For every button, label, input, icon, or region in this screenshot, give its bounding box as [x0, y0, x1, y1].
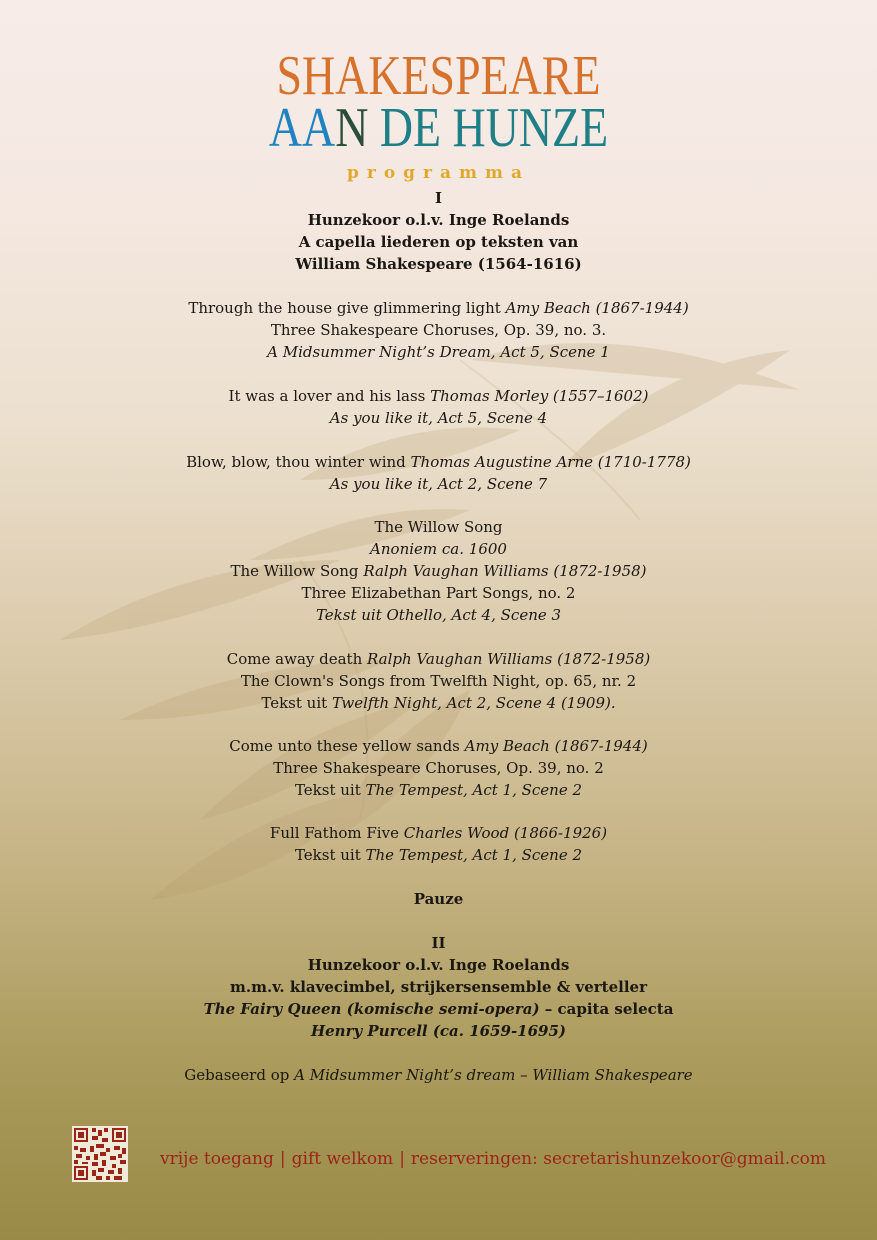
footer-gift: gift welkom — [291, 1149, 394, 1169]
piece-title: Through the house give glimmering light — [188, 299, 506, 317]
piece-source: Twelfth Night, Act 2, Scene 4 (1909). — [331, 694, 616, 712]
title-n: N — [335, 97, 369, 159]
part2-based-prefix: Gebaseerd op — [184, 1066, 295, 1084]
title-de-hunze: DE HUNZE — [368, 97, 609, 159]
footer-separator: | — [399, 1149, 405, 1169]
qr-code[interactable] — [72, 1126, 128, 1182]
part2-work-line — [0, 999, 877, 1019]
part2-work-title: The Fairy Queen (komische semi-opera) — [203, 1000, 540, 1018]
piece-source-prefix: Tekst uit — [294, 846, 366, 864]
part2-based-line — [0, 1065, 877, 1085]
title-aa: AA — [268, 97, 336, 159]
piece-title: Full Fathom Five — [269, 824, 404, 842]
piece-info: Three Shakespeare Choruses, Op. 39, no. 2 — [273, 759, 604, 777]
piece-source-line — [0, 693, 877, 713]
footer-entry: vrije toegang — [160, 1149, 274, 1169]
piece-info: The Clown's Songs from Twelfth Night, op. 65, nr. 2 — [240, 672, 637, 690]
piece-title-line — [0, 452, 877, 472]
title-shakespeare: SHAKESPEARE — [276, 45, 601, 107]
piece-composer: Charles Wood (1866-1926) — [403, 824, 608, 842]
piece-title: It was a lover and his lass — [228, 387, 431, 405]
title-aan-de-hunze — [79, 97, 798, 159]
piece-composer: Thomas Morley (1557–1602) — [430, 387, 649, 405]
piece-source-line — [0, 780, 877, 800]
subtitle-programma: programma — [346, 163, 531, 183]
piece-info: Three Elizabethan Part Songs, no. 2 — [301, 584, 576, 602]
piece-source: As you like it, Act 2, Scene 7 — [329, 475, 548, 493]
piece-title: The Willow Song — [374, 518, 503, 536]
piece-title-line — [0, 649, 877, 669]
part2-numeral: II — [431, 934, 446, 952]
piece-title: Come unto these yellow sands — [229, 737, 465, 755]
piece-title-line — [0, 736, 877, 756]
piece-title-line — [0, 386, 877, 406]
piece-source: A Midsummer Night’s Dream, Act 5, Scene 1 — [267, 343, 610, 361]
piece-source: The Tempest, Act 1, Scene 2 — [365, 781, 583, 799]
piece-composer: Anoniem ca. 1600 — [370, 540, 507, 558]
part2-work-suffix: – capita selecta — [539, 1000, 674, 1018]
footer-info — [160, 1149, 826, 1169]
piece-source-prefix: Tekst uit — [294, 781, 366, 799]
piece-source: The Tempest, Act 1, Scene 2 — [365, 846, 583, 864]
part1-choir: Hunzekoor o.l.v. Inge Roelands — [307, 211, 570, 229]
part2-choir: Hunzekoor o.l.v. Inge Roelands — [307, 956, 570, 974]
piece-title-2: The Willow Song — [230, 562, 364, 580]
piece-composer: Amy Beach (1867-1944) — [464, 737, 648, 755]
footer-reservations[interactable]: reserveringen: secretarishunzekoor@gmail.com — [410, 1149, 827, 1169]
part1-desc2: William Shakespeare (1564-1616) — [295, 255, 582, 273]
piece-source-line — [0, 845, 877, 865]
piece-title-line — [0, 823, 877, 843]
piece-title: Come away death — [226, 650, 368, 668]
piece-info: Three Shakespeare Choruses, Op. 39, no. 3. — [270, 321, 607, 339]
part2-with: m.m.v. klavecimbel, strijkersensemble & verteller — [230, 978, 647, 996]
part1-desc1: A capella liederen op teksten van — [298, 233, 579, 251]
part1-numeral: I — [434, 189, 443, 207]
piece-composer: Thomas Augustine Arne (1710-1778) — [410, 453, 691, 471]
piece-title: Blow, blow, thou winter wind — [186, 453, 411, 471]
part2-composer: Henry Purcell (ca. 1659-1695) — [310, 1022, 567, 1040]
part2-based-on: A Midsummer Night’s dream – William Shakespeare — [294, 1066, 693, 1084]
piece-source-prefix: Tekst uit — [261, 694, 332, 712]
piece-title-line — [0, 561, 877, 581]
piece-title-line — [0, 298, 877, 318]
pause-label: Pauze — [413, 890, 464, 908]
piece-source: As you like it, Act 5, Scene 4 — [329, 409, 548, 427]
piece-source: Tekst uit Othello, Act 4, Scene 3 — [315, 606, 562, 624]
piece-composer: Amy Beach (1867-1944) — [505, 299, 689, 317]
footer-separator: | — [279, 1149, 286, 1169]
piece-composer-2: Ralph Vaughan Williams (1872-1958) — [363, 562, 647, 580]
piece-composer: Ralph Vaughan Williams (1872-1958) — [367, 650, 651, 668]
